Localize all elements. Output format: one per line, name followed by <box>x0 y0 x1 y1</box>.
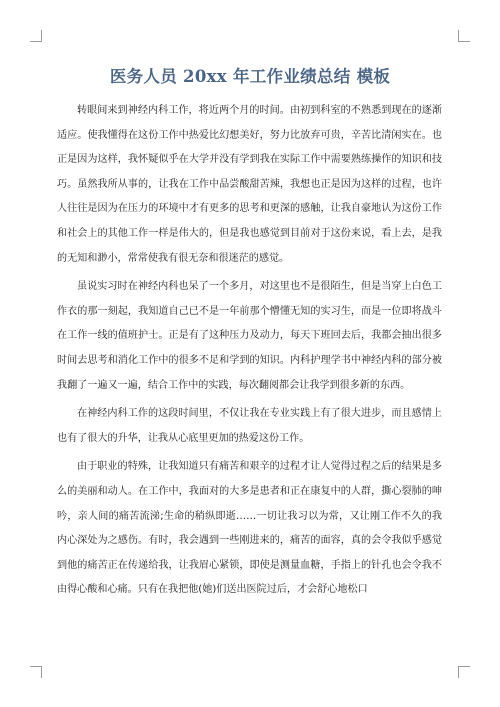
document-body <box>57 99 442 607</box>
paragraph-4: 由于职业的特殊，让我知道只有痛苦和艰辛的过程才让人觉得过程之后的结果是多么的美丽和动人。在工作中，我面对的大多是患者和正在康复中的人群，撕心裂肺的呻吟，亲人间的痛苦流涕;生命的稍纵即逝……一切让我习以为常，又让刚工作不久的我内心深处为之感伤。有时，我会遇到一些刚进来的，痛苦的面容，真的会令我似乎感觉到他的痛苦正在传递给我，让我眉心紧锁，即使是测量血糖，手指上的针孔也会令我不由得心酸和心痛。只有在我把他(她)们送出医院过后，才会舒心地松口 <box>57 461 442 596</box>
crop-mark-top-left-v <box>41 30 42 42</box>
document-title: 医务人员 20xx 年工作业绩总结 模板 <box>109 67 391 86</box>
crop-mark-bottom-left-v <box>41 666 42 678</box>
crop-mark-bottom-right-h <box>458 666 470 667</box>
crop-mark-top-right-h <box>458 41 470 42</box>
crop-mark-top-right-v <box>458 30 459 42</box>
paragraph-1: 转眼间来到神经内科工作，将近两个月的时间。由初到科室的不熟悉到现在的逐渐适应。使我懂得在这份工作中热爱比幻想美好，努力比放弃可贵，辛苦比清闲实在。也正是因为这样，我怀疑似乎在大学并没有学到我在实际工作中需要熟练操作的知识和技巧。虽然我所从事的，让我在工作中品尝酸甜苦辣，我想也正是因为这样的过程，也许人往往是因为在压力的环境中才有更多的思考和更深的感触，让我自豪地认为这份工作和社会上的其他工作一样是伟大的，但是我也感觉到目前对于这份来说，看上去，是我的无知和渺小，常常使我有很无奈和很迷茫的感觉。 <box>57 105 442 264</box>
crop-mark-bottom-right-v <box>458 666 459 678</box>
paragraph-2: 虽说实习时在神经内科也呆了一个多月，对这里也不是很陌生，但是当穿上白色工作衣的那一刻起，我知道自己已不是一年前那个懵懂无知的实习生，而是一位即将战斗在工作一线的值班护士。正是有了这种压力及动力，每天下班回去后，我都会抽出很多时间去思考和消化工作中的很多不足和学到的知识。内科护理学书中神经内科的部分被我翻了一遍又一遍，结合工作中的实践，每次翻阅都会让我学到很多新的东西。 <box>57 281 442 391</box>
paragraph-3: 在神经内科工作的这段时间里，不仅让我在专业实践上有了很大进步，而且感情上也有了很大的升华，让我从心底里更加的热爱这份工作。 <box>57 408 442 444</box>
